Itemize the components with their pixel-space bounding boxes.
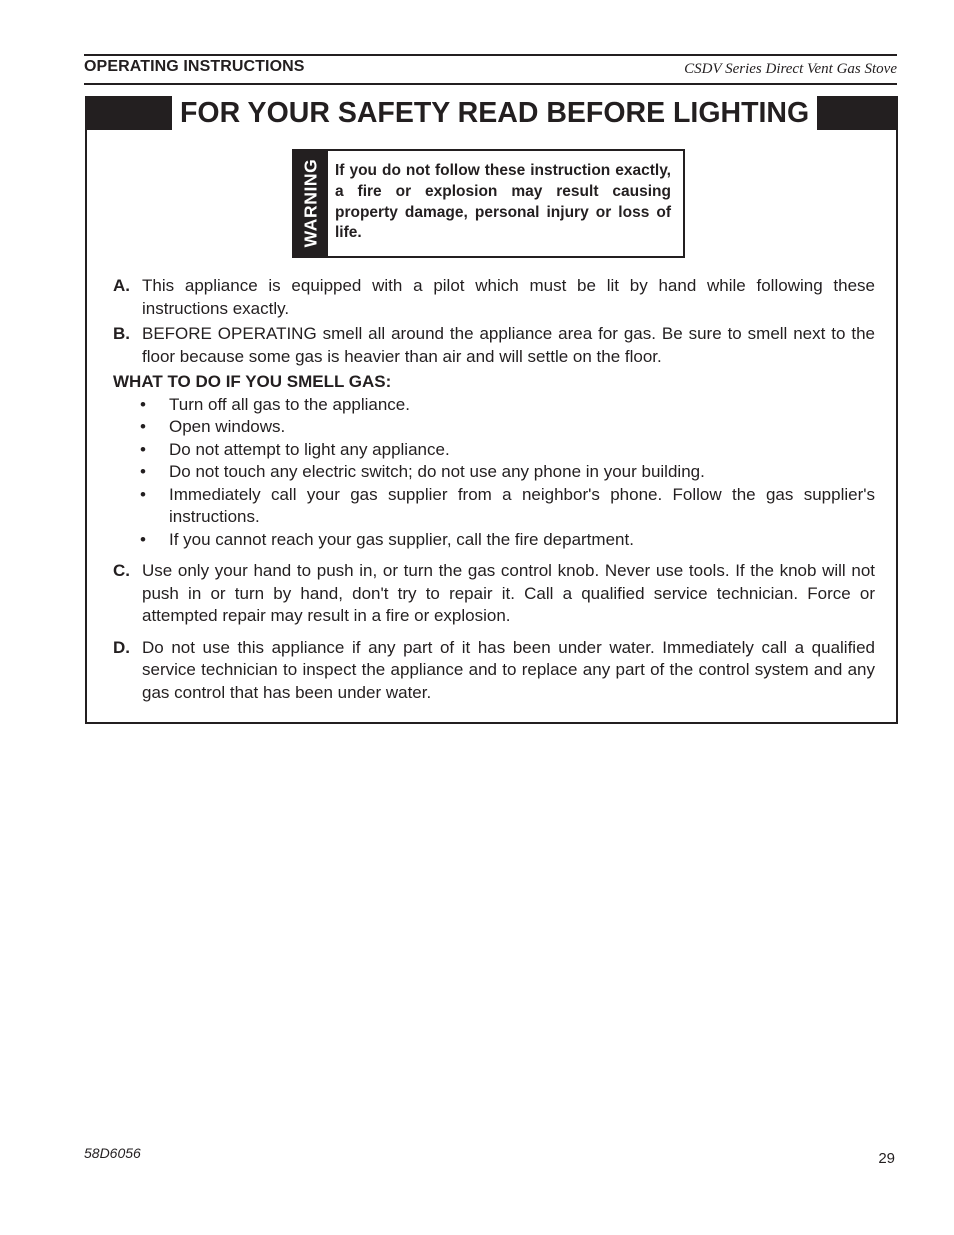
item-text: Do not use this appliance if any part of it has been under water. Immediately call a qualified service technician to inspect the appliance and to replace any part of the control system and any gas control that has been under water. [142, 637, 875, 702]
item-letter: A. [113, 276, 130, 295]
item-letter: B. [113, 324, 130, 343]
bullet-mark: • [140, 394, 146, 414]
list-item-text: If you cannot reach your gas supplier, call the fire department. [169, 529, 634, 549]
list-item [113, 439, 875, 462]
item-text: This appliance is equipped with a pilot which must be lit by hand while following these instructions exactly. [142, 276, 875, 318]
bullet-mark: • [140, 462, 146, 481]
product-title: CSDV Series Direct Vent Gas Stove [684, 61, 897, 77]
list-item-text: Turn off all gas to the appliance. [169, 394, 410, 414]
list-item [113, 529, 875, 552]
warning-text: If you do not follow these instruction exactly, a fire or explosion may result causing property damage, personal injury or loss of life. [335, 162, 671, 242]
warning-side-band [294, 151, 328, 256]
page-number: 29 [878, 1150, 895, 1167]
header-top-rule [84, 54, 897, 56]
list-item-text: Immediately call your gas supplier from a neighbor's phone. Follow the gas supplier's instructions. [169, 484, 875, 526]
list-item-text: Open windows. [169, 417, 286, 436]
gas-smell-heading: WHAT TO DO IF YOU SMELL GAS: [113, 372, 392, 391]
bullet-mark: • [140, 529, 146, 549]
instruction-a [113, 275, 875, 320]
instruction-b [113, 323, 875, 368]
item-text: BEFORE OPERATING smell all around the appliance area for gas. Be sure to smell next to the floor because some gas is heavier than air and will settle on the floor. [142, 324, 875, 366]
item-text: Use only your hand to push in, or turn the gas control knob. Never use tools. If the knob will not push in or turn by hand, don't try to repair it. Call a qualified service technician. Force or attempted repair may result in a fire or explosion. [142, 561, 875, 625]
gas-smell-list [113, 394, 875, 552]
bullet-mark: • [140, 439, 146, 459]
list-item [113, 394, 875, 417]
list-item-text: Do not attempt to light any appliance. [169, 439, 450, 459]
list-item [113, 484, 875, 529]
instruction-c [113, 560, 875, 628]
warning-box [292, 149, 685, 258]
item-letter: C. [113, 561, 130, 580]
instruction-d [113, 637, 875, 705]
safety-instructions [113, 275, 875, 707]
warning-label: WARNING [300, 158, 321, 248]
section-title: OPERATING INSTRUCTIONS [84, 58, 305, 75]
list-item [113, 416, 875, 439]
list-item [113, 461, 875, 484]
header-bottom-rule [84, 83, 897, 85]
item-letter: D. [113, 637, 130, 657]
document-number: 58D6056 [84, 1145, 141, 1161]
bullet-mark: • [140, 417, 146, 436]
safety-title: FOR YOUR SAFETY READ BEFORE LIGHTING [172, 96, 817, 130]
bullet-mark: • [140, 484, 146, 504]
list-item-text: Do not touch any electric switch; do not use any phone in your building. [169, 462, 705, 481]
